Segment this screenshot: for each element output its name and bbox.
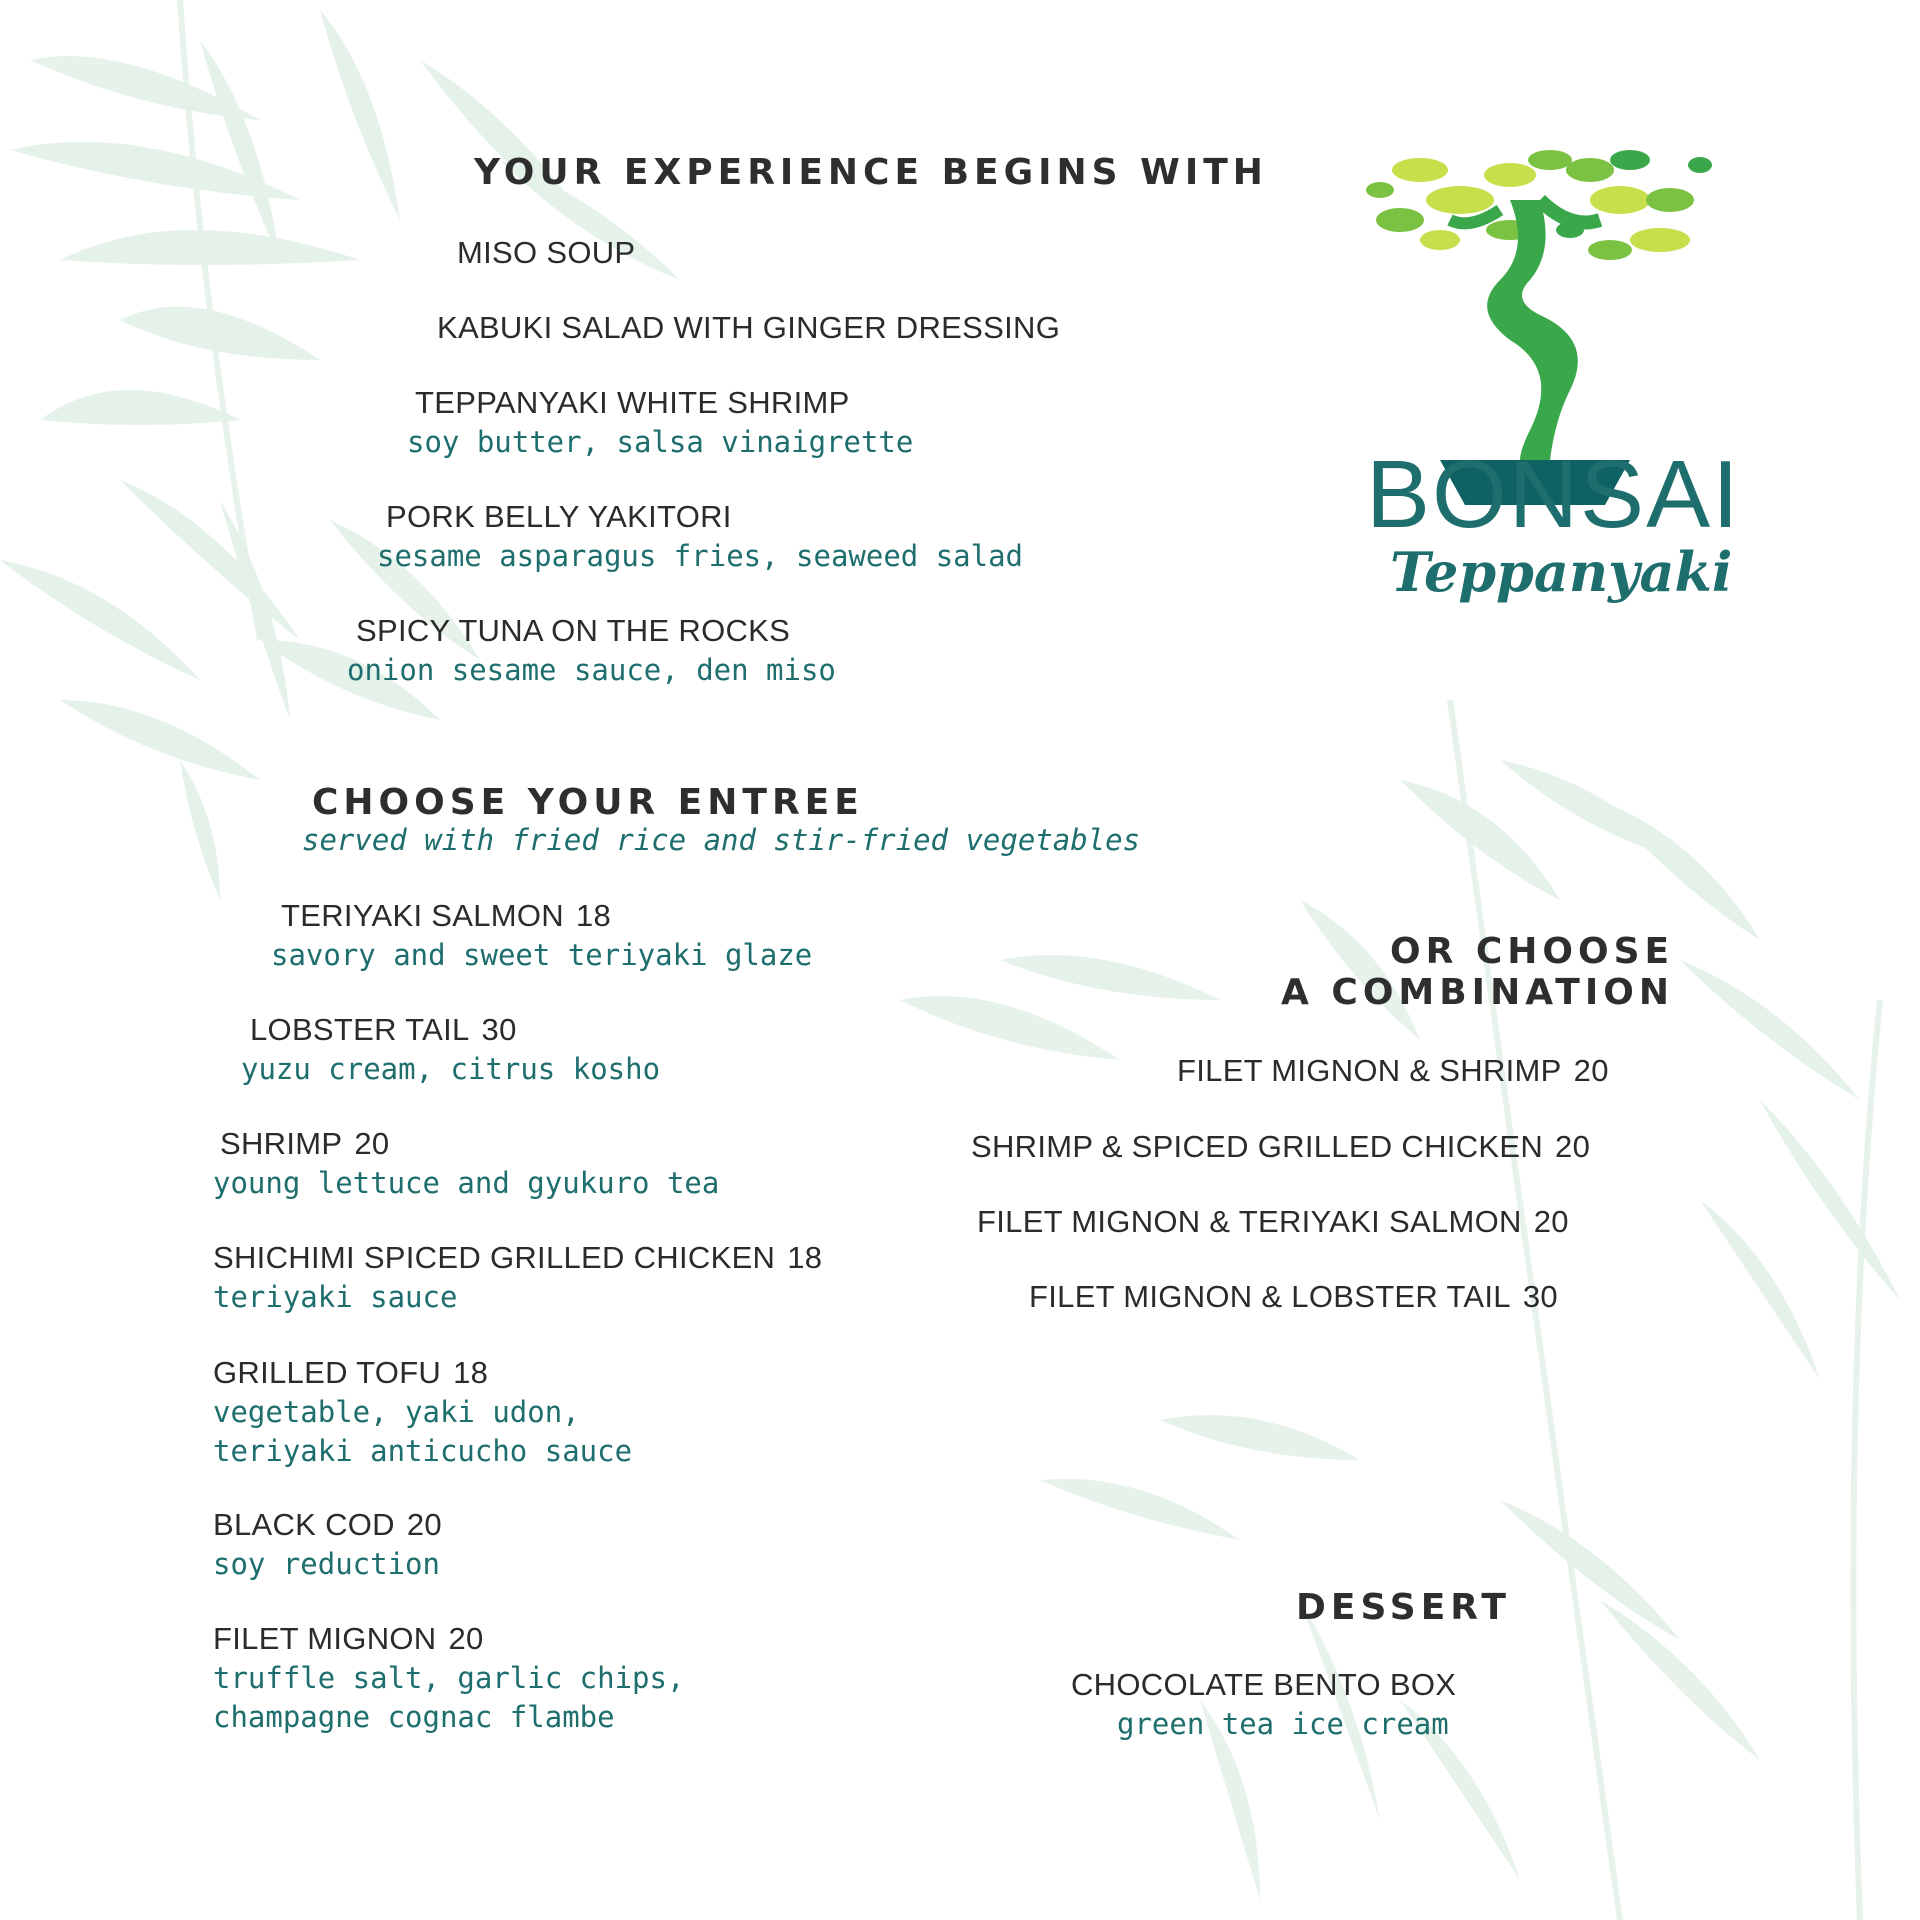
entree-item-6-price: 20 bbox=[406, 1507, 442, 1542]
experience-item-1-name: MISO SOUP bbox=[457, 235, 636, 270]
entree-heading: CHOOSE YOUR ENTREE bbox=[312, 782, 864, 823]
entree-item-2-price: 30 bbox=[481, 1012, 517, 1047]
combination-heading-line1: OR CHOOSE bbox=[1390, 931, 1675, 972]
entree-item-2-desc: yuzu cream, citrus kosho bbox=[241, 1052, 661, 1086]
entree-item-5-name: GRILLED TOFU bbox=[213, 1355, 442, 1390]
combination-item-3-name: FILET MIGNON & TERIYAKI SALMON bbox=[977, 1204, 1522, 1239]
combination-item-1 bbox=[1177, 1053, 1609, 1089]
entree-item-5-desc-line1: vegetable, yaki udon, bbox=[213, 1395, 580, 1429]
combination-item-2-price: 20 bbox=[1555, 1129, 1591, 1164]
entree-item-2 bbox=[250, 1012, 517, 1048]
entree-item-4 bbox=[213, 1240, 822, 1276]
experience-item-5-desc: onion sesame sauce, den miso bbox=[347, 653, 836, 687]
entree-item-7 bbox=[213, 1621, 484, 1657]
experience-item-3-desc: soy butter, salsa vinaigrette bbox=[407, 425, 914, 459]
entree-item-1 bbox=[281, 898, 611, 934]
entree-item-6 bbox=[213, 1507, 442, 1543]
entree-subheading: served with fried rice and stir-fried vegetables bbox=[302, 823, 1141, 857]
entree-item-4-name: SHICHIMI SPICED GRILLED CHICKEN bbox=[213, 1240, 776, 1275]
combination-item-1-price: 20 bbox=[1573, 1053, 1609, 1088]
combination-item-1-name: FILET MIGNON & SHRIMP bbox=[1177, 1053, 1562, 1088]
dessert-item-desc: green tea ice cream bbox=[1117, 1707, 1449, 1741]
combination-item-4 bbox=[1029, 1279, 1558, 1315]
entree-item-4-desc: teriyaki sauce bbox=[213, 1280, 458, 1314]
entree-item-6-desc: soy reduction bbox=[213, 1547, 440, 1581]
experience-item-3-name: TEPPANYAKI WHITE SHRIMP bbox=[415, 385, 850, 420]
experience-item-5-name: SPICY TUNA ON THE ROCKS bbox=[356, 613, 791, 648]
brand-name: BONSAI bbox=[1366, 441, 1741, 548]
entree-item-1-name: TERIYAKI SALMON bbox=[281, 898, 564, 933]
entree-item-7-desc-line1: truffle salt, garlic chips, bbox=[213, 1661, 685, 1695]
experience-item-4-name: PORK BELLY YAKITORI bbox=[386, 499, 732, 534]
entree-item-4-price: 18 bbox=[787, 1240, 823, 1275]
experience-heading: YOUR EXPERIENCE BEGINS WITH bbox=[474, 152, 1268, 193]
combination-item-2 bbox=[971, 1129, 1590, 1165]
entree-item-5 bbox=[213, 1355, 488, 1391]
entree-item-3 bbox=[220, 1126, 389, 1162]
experience-item-4-desc: sesame asparagus fries, seaweed salad bbox=[377, 539, 1024, 573]
dessert-heading: DESSERT bbox=[1296, 1587, 1511, 1628]
entree-item-1-desc: savory and sweet teriyaki glaze bbox=[271, 938, 813, 972]
entree-item-7-price: 20 bbox=[448, 1621, 484, 1656]
entree-item-5-price: 18 bbox=[453, 1355, 489, 1390]
brand-subtitle: Teppanyaki bbox=[1390, 540, 1733, 604]
combination-item-4-price: 30 bbox=[1522, 1279, 1558, 1314]
combination-heading-line2: A COMBINATION bbox=[1281, 972, 1674, 1013]
entree-item-7-desc-line2: champagne cognac flambe bbox=[213, 1700, 615, 1734]
experience-item-2-name: KABUKI SALAD WITH GINGER DRESSING bbox=[437, 310, 1061, 345]
combination-item-2-name: SHRIMP & SPICED GRILLED CHICKEN bbox=[971, 1129, 1544, 1164]
entree-item-7-name: FILET MIGNON bbox=[213, 1621, 437, 1656]
dessert-item-name: CHOCOLATE BENTO BOX bbox=[1071, 1667, 1457, 1702]
combination-item-3 bbox=[977, 1204, 1569, 1240]
entree-item-3-price: 20 bbox=[354, 1126, 390, 1161]
combination-item-3-price: 20 bbox=[1533, 1204, 1569, 1239]
entree-item-3-name: SHRIMP bbox=[220, 1126, 343, 1161]
entree-item-6-name: BLACK COD bbox=[213, 1507, 395, 1542]
entree-item-1-price: 18 bbox=[576, 898, 612, 933]
combination-item-4-name: FILET MIGNON & LOBSTER TAIL bbox=[1029, 1279, 1511, 1314]
entree-item-2-name: LOBSTER TAIL bbox=[250, 1012, 470, 1047]
entree-item-5-desc-line2: teriyaki anticucho sauce bbox=[213, 1434, 633, 1468]
entree-item-3-desc: young lettuce and gyukuro tea bbox=[213, 1166, 720, 1200]
